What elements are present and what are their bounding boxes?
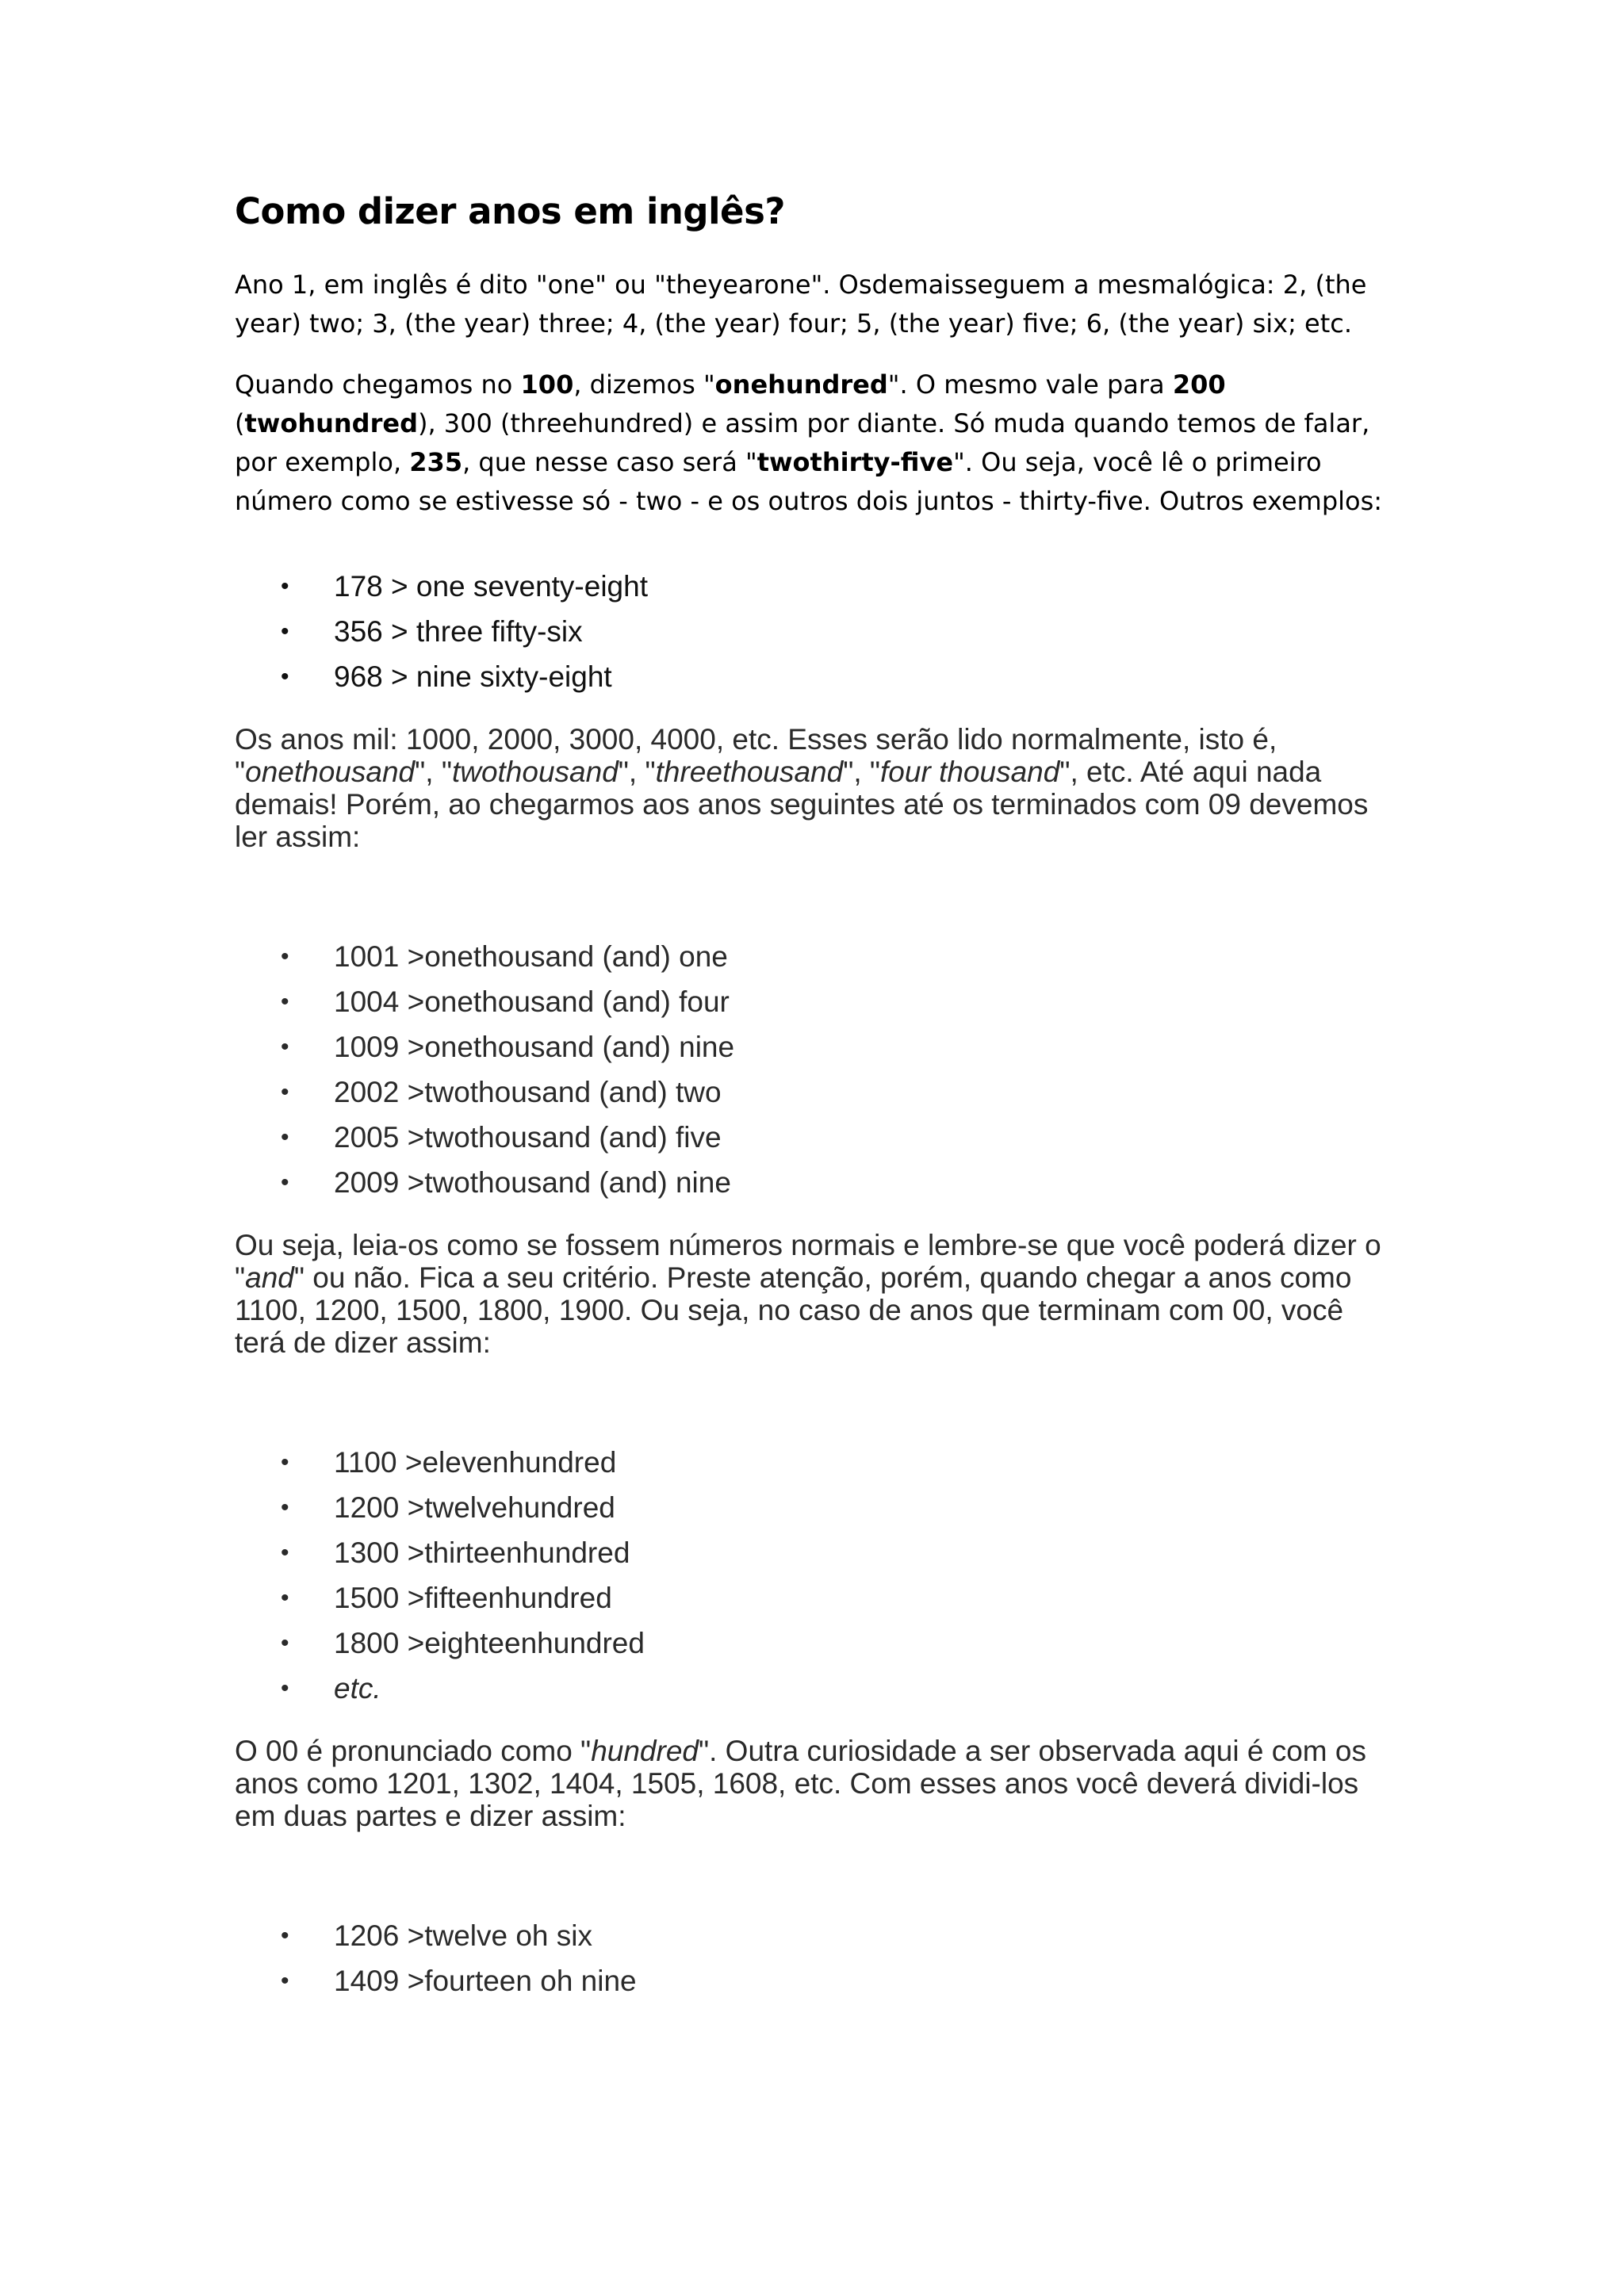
para4-run: Ou seja, leia-os como se fossem números normais e lembre-se que você poderá dizer o " — [235, 1229, 1381, 1294]
para3-run: ", " — [618, 756, 656, 788]
list-item-text: 1409 >fourteen oh nine — [334, 1965, 637, 1997]
paragraph-hundreds — [235, 365, 1400, 521]
list-item — [235, 1621, 1400, 1666]
bullet-icon: • — [281, 1630, 289, 1656]
intro-section — [235, 266, 1400, 521]
para5-run: ". Outra curiosidade a ser observada aqui é com os anos como 1201, 1302, 1404, 1505, 1608, etc. Com esses anos você deverá dividi-los em duas partes e dizer assim: — [235, 1735, 1366, 1832]
examples-list-thousands — [235, 934, 1400, 1205]
list-item-text: 2002 >twothousand (and) two — [334, 1076, 722, 1108]
paragraph-and-optional — [235, 1229, 1400, 1359]
list-item — [235, 1666, 1400, 1711]
para3-run: threethousand — [655, 756, 844, 788]
bullet-icon: • — [281, 664, 289, 690]
para3-run: ", " — [843, 756, 881, 788]
list-item — [235, 1024, 1400, 1070]
bullet-icon: • — [281, 1169, 289, 1196]
list-item-text: 1004 >onethousand (and) four — [334, 985, 730, 1018]
para3-run: onethousand — [245, 756, 416, 788]
list-item-text: 2005 >twothousand (and) five — [334, 1121, 722, 1154]
para5-run: O 00 é pronunciado como " — [235, 1735, 592, 1767]
para2-run: ". Ou seja, você lê o primeiro número como se estivesse só - two - e os outros dois juntos - thirty-five. Outros exemplos: — [235, 447, 1383, 516]
examples-list-oh-years — [235, 1913, 1400, 2003]
para2-run: twothirty-five — [756, 447, 954, 477]
examples-list-hundreds — [235, 564, 1400, 699]
bullet-icon: • — [281, 1675, 289, 1701]
para2-run: 200 — [1172, 369, 1226, 400]
examples-list-hundred-years — [235, 1440, 1400, 1711]
bullet-icon: • — [281, 618, 289, 645]
list-item — [235, 1913, 1400, 1958]
list-item — [235, 1115, 1400, 1160]
list-item — [235, 1575, 1400, 1621]
list-item-text: 1001 >onethousand (and) one — [334, 940, 728, 973]
para2-run: 100 — [520, 369, 574, 400]
paragraph-oh-years — [235, 1735, 1400, 1832]
list-item-text: 2009 >twothousand (and) nine — [334, 1166, 731, 1199]
para2-run: ), 300 (threehundred) e assim por diante. Só muda quando temos de falar, por exemplo, — [235, 408, 1370, 477]
para2-run: , que nesse caso será " — [462, 447, 757, 477]
list-item — [235, 654, 1400, 699]
paragraph-year-one — [235, 266, 1400, 343]
list-item-text: 1200 >twelvehundred — [334, 1491, 615, 1524]
list-item-text: 1300 >thirteenhundred — [334, 1536, 630, 1569]
para3-run: four thousand — [880, 756, 1060, 788]
bullet-icon: • — [281, 1034, 289, 1060]
list-item-text: 1206 >twelve oh six — [334, 1919, 593, 1952]
list-item-text: 1800 >eighteenhundred — [334, 1627, 645, 1659]
bullet-icon: • — [281, 943, 289, 970]
para3-run: Os anos mil: 1000, 2000, 3000, 4000, etc. Esses serão lido normalmente, isto é, " — [235, 723, 1277, 788]
list-item — [235, 1440, 1400, 1485]
list-item — [235, 1530, 1400, 1575]
page-title: Como dizer anos em inglês? — [235, 190, 785, 232]
paragraph-thousands — [235, 723, 1400, 853]
list-item — [235, 609, 1400, 654]
bullet-icon: • — [281, 1923, 289, 1949]
list-item-text: 1009 >onethousand (and) nine — [334, 1031, 735, 1063]
list-item-text: 356 > three fifty-six — [334, 615, 583, 648]
para2-run: 235 — [409, 447, 463, 477]
list-item-text: 1500 >fifteenhundred — [334, 1582, 612, 1614]
bullet-icon: • — [281, 1494, 289, 1521]
para4-run: " ou não. Fica a seu critério. Preste atenção, porém, quando chegar a anos como 1100, 1200, 1500, 1800, 1900. Ou seja, no caso de anos que terminam com 00, você terá de dizer assim: — [235, 1261, 1352, 1359]
list-item — [235, 1160, 1400, 1205]
list-item — [235, 1070, 1400, 1115]
para3-run: ", etc. Até aqui nada demais! Porém, ao chegarmos aos anos seguintes até os terminados com 09 devemos ler assim: — [235, 756, 1369, 853]
list-item-text: 178 > one seventy-eight — [334, 570, 648, 603]
bullet-icon: • — [281, 1079, 289, 1105]
para2-run: Quando chegamos no — [235, 369, 521, 400]
document-content — [235, 190, 1400, 2003]
para5-run: hundred — [591, 1735, 699, 1767]
bullet-icon: • — [281, 1124, 289, 1150]
bullet-icon: • — [281, 1540, 289, 1566]
para2-run: onehundred — [714, 369, 888, 400]
list-item — [235, 564, 1400, 609]
bullet-icon: • — [281, 989, 289, 1015]
bullet-icon: • — [281, 1968, 289, 1994]
list-item — [235, 1958, 1400, 2003]
para1-run: Ano 1, em inglês é dito "one" ou "theyearone". Osdemaisseguem a mesmalógica: 2, (the year) two; 3, (the year) three; 4, (the year) four; 5, (the year) five; 6, (the year) six; etc. — [235, 270, 1367, 339]
para2-run: ( — [235, 408, 245, 438]
bullet-icon: • — [281, 1585, 289, 1611]
para4-run: and — [245, 1261, 294, 1294]
bullet-icon: • — [281, 573, 289, 599]
list-item — [235, 1485, 1400, 1530]
bullet-icon: • — [281, 1449, 289, 1475]
para3-run: twothousand — [451, 756, 619, 788]
list-item — [235, 934, 1400, 979]
list-item-text: 1100 >elevenhundred — [334, 1446, 617, 1479]
para2-run: , dizemos " — [573, 369, 715, 400]
para2-run: twohundred — [244, 408, 418, 438]
para2-run: ". O mesmo vale para — [887, 369, 1173, 400]
list-item — [235, 979, 1400, 1024]
list-item-text: 968 > nine sixty-eight — [334, 660, 612, 693]
list-item-text: etc. — [334, 1672, 381, 1705]
para3-run: ", " — [415, 756, 452, 788]
